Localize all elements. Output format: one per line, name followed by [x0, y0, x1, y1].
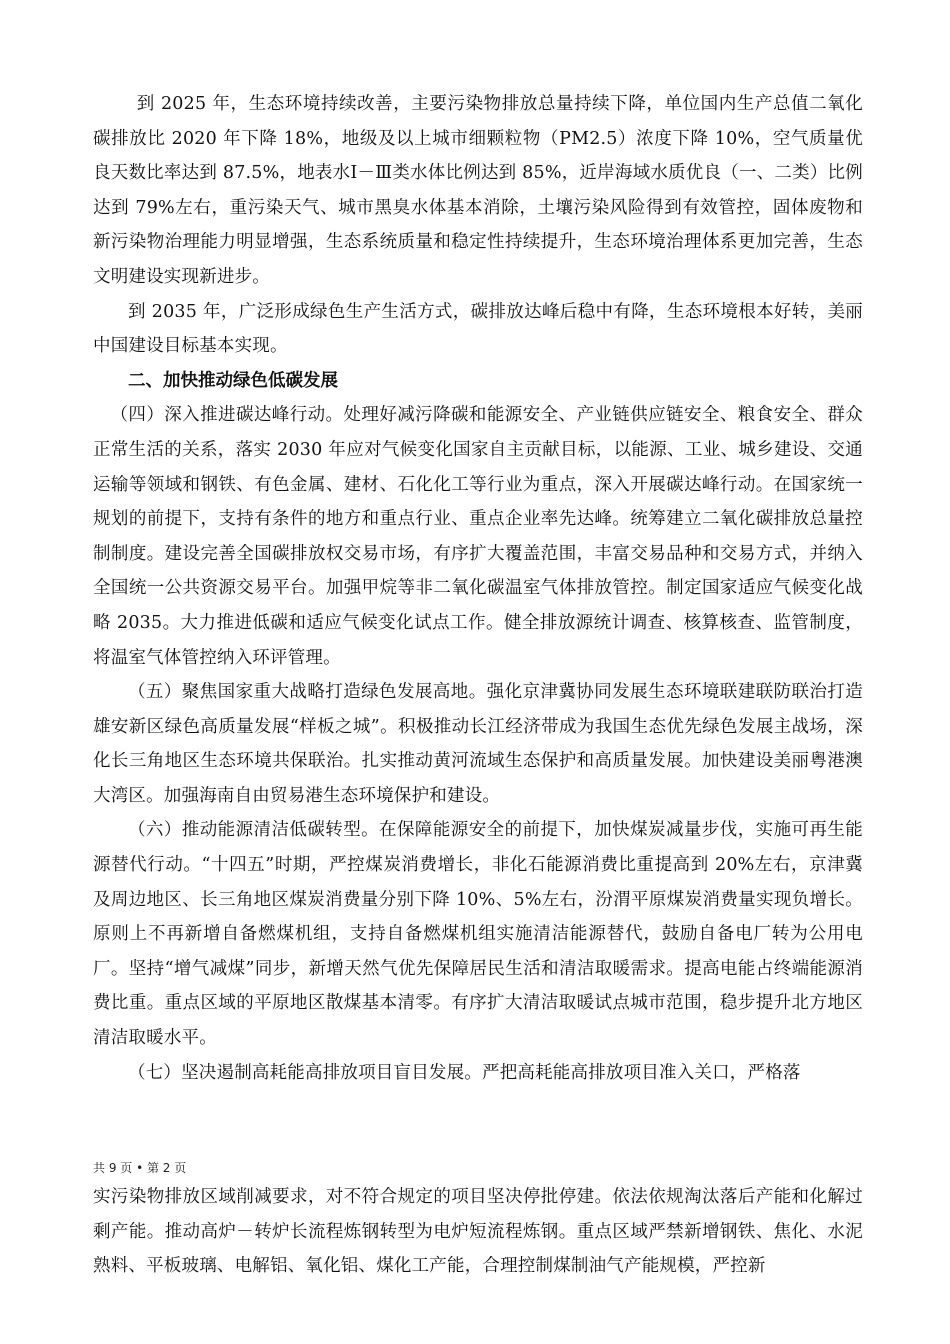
paragraph-item-seven-continued: 实污染物排放区域削减要求，对不符合规定的项目坚决停批停建。依法依规淘汰落后产能和化解过剩产能。推动高炉－转炉长流程炼钢转型为电炉短流程炼钢。重点区域严禁新增钢铁、焦化、水泥熟料、平板玻璃、电解铝、氧化铝、煤化工产能，合理控制煤制油气产能规模，严控新 [93, 1187, 863, 1277]
document-body [93, 87, 863, 1090]
paragraph-item-four: （四）深入推进碳达峰行动。处理好减污降碳和能源安全、产业链供应链安全、粮食安全、群众正常生活的关系，落实 2030 年应对气候变化国家自主贡献目标，以能源、工业、城乡建设、交通运输等领域和钢铁、有色金属、建材、石化化工等行业为重点，深入开展碳达峰行动。在国家统一规划的前提下，支持有条件的地方和重点行业、重点企业率先达峰。统筹建立二氧化碳排放总量控制制度。建设完善全国碳排放权交易市场，有序扩大覆盖范围，丰富交易品种和交易方式，并纳入全国统一公共资源交易平台。加强甲烷等非二氧化碳温室气体排放管控。制定国家适应气候变化战略 2035。大力推进低碳和适应气候变化试点工作。健全排放源统计调查、核算核查、监管制度，将温室气体管控纳入环评管理。 [93, 405, 863, 668]
paragraph-item-six: （六）推动能源清洁低碳转型。在保障能源安全的前提下，加快煤炭减量步伐，实施可再生能源替代行动。“十四五”时期，严控煤炭消费增长，非化石能源消费比重提高到 20%左右，京津冀及周边地区、长三角地区煤炭消费量分别下降 10%、5%左右，汾渭平原煤炭消费量实现负增长。原则上不再新增自备燃煤机组，支持自备燃煤机组实施清洁能源替代，鼓励自备电厂转为公用电厂。坚持“增气减煤”同步，新增天然气优先保障居民生活和清洁取暖需求。提高电能占终端能源消费比重。重点区域的平原地区散煤基本清零。有序扩大清洁取暖试点城市范围，稳步提升北方地区清洁取暖水平。 [93, 820, 863, 1049]
paragraph-2025-goals: 到 2025 年，生态环境持续改善，主要污染物排放总量持续下降，单位国内生产总值二氧化碳排放比 2020 年下降 18%，地级及以上城市细颗粒物（PM2.5）浓度下降 10%，空气质量优良天数比率达到 87.5%，地表水Ⅰ－Ⅲ类水体比例达到 85%，近岸海域水质优良（一、二类）比例达到 79%左右，重污染天气、城市黑臭水体基本消除，土壤污染风险得到有效管控，固体废物和新污染物治理能力明显增强，生态系统质量和稳定性持续提升，生态环境治理体系更加完善，生态文明建设实现新进步。 [93, 94, 863, 287]
next-page-continuation [93, 1180, 863, 1284]
paragraph-item-five: （五）聚焦国家重大战略打造绿色发展高地。强化京津冀协同发展生态环境联建联防联治打造雄安新区绿色高质量发展“样板之城”。积极推动长江经济带成为我国生态优先绿色发展主战场，深化长三角地区生态环境共保联治。扎实推动黄河流域生态保护和高质量发展。加快建设美丽粤港澳大湾区。加强海南自由贸易港生态环境保护和建设。 [93, 682, 863, 806]
section-heading: 二、加快推动绿色低碳发展 [128, 370, 338, 391]
paragraph-item-seven-start: （七）坚决遏制高耗能高排放项目盲目发展。严把高耗能高排放项目准入关口，严格落 [128, 1062, 801, 1083]
paragraph-2035-goals: 到 2035 年，广泛形成绿色生产生活方式，碳排放达峰后稳中有降，生态环境根本好转，美丽中国建设目标基本实现。 [93, 301, 863, 357]
page-footer: 共 9 页 • 第 2 页 [93, 1161, 187, 1175]
